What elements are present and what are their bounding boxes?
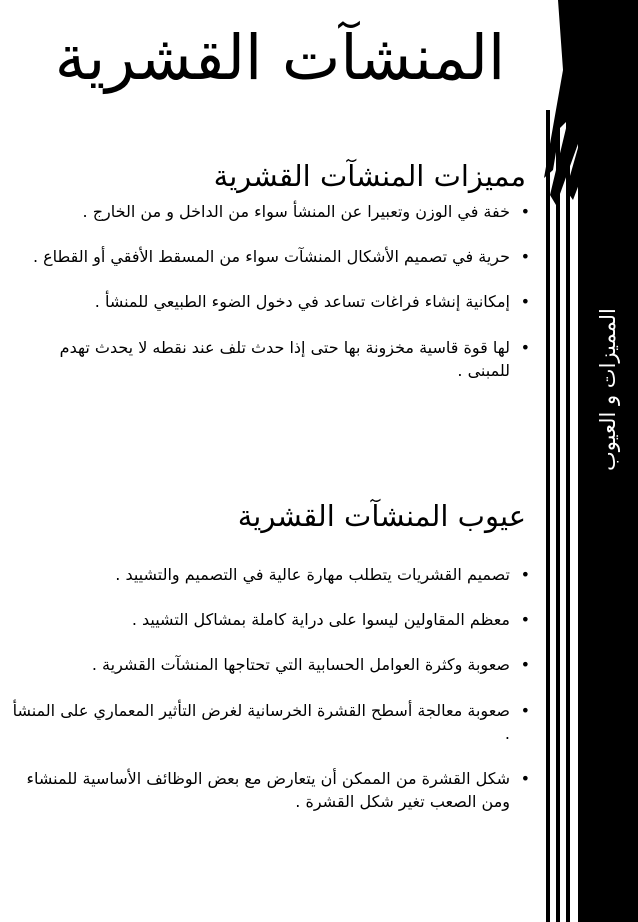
list-item: • صعوبة وكثرة العوامل الحسابية التي تحتاجها المنشآت القشرية . xyxy=(10,653,530,676)
disadvantages-list xyxy=(10,563,530,835)
side-stripe xyxy=(556,110,560,922)
list-item: • شكل القشرة من الممكن أن يتعارض مع بعض الوظائف الأساسية للمنشاء ومن الصعب تغير شكل القشرة . xyxy=(10,767,530,813)
page-title: المنشآت القشرية xyxy=(54,21,506,94)
advantages-heading: مميزات المنشآت القشرية xyxy=(213,159,526,193)
side-stripe xyxy=(566,110,570,922)
list-item: • حرية في تصميم الأشكال المنشآت سواء من المسقط الأفقي أو القطاع . xyxy=(30,245,530,268)
advantages-list xyxy=(30,200,530,404)
list-item: • تصميم القشريات يتطلب مهارة عالية في التصميم والتشييد . xyxy=(10,563,530,586)
side-stripe xyxy=(546,110,550,922)
list-item: • معظم المقاولين ليسوا على دراية كاملة بمشاكل التشييد . xyxy=(10,608,530,631)
disadvantages-heading: عيوب المنشآت القشرية xyxy=(237,499,526,533)
list-item: • لها قوة قاسية مخزونة بها حتى إذا حدث تلف عند نقطه لا يحدث تهدم للمبنى . xyxy=(30,336,530,382)
list-item: • إمكانية إنشاء فراغات تساعد في دخول الضوء الطبيعي للمنشأ . xyxy=(30,290,530,313)
list-item: • صعوبة معالجة أسطح القشرة الخرسانية لغرض التأثير المعماري على المنشأ . xyxy=(10,699,530,745)
side-label: المميزات و العيوب xyxy=(596,308,620,472)
list-item: • خفة في الوزن وتعبيرا عن المنشأ سواء من الداخل و من الخارج . xyxy=(30,200,530,223)
